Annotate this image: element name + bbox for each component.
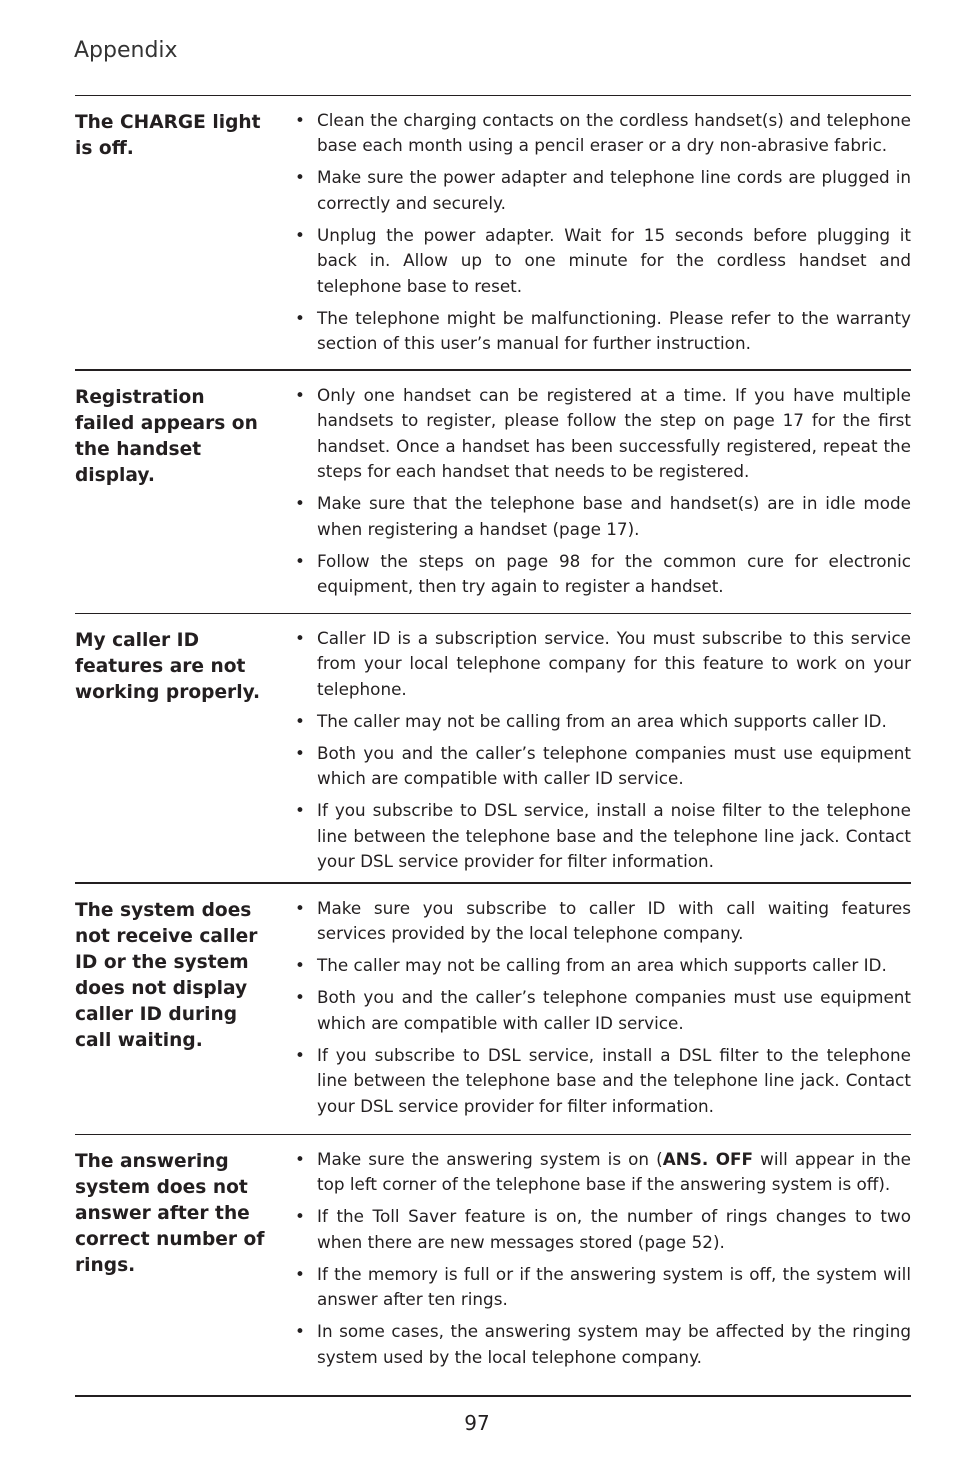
solutions-cell bbox=[269, 371, 911, 613]
solution-list bbox=[293, 96, 911, 356]
solution-item: • Make sure you subscribe to caller ID with call waiting features services provided by the local telephone company. bbox=[293, 896, 911, 947]
solution-item: • If the memory is full or if the answering system is off, the system will answer after ten rings. bbox=[293, 1262, 911, 1313]
solution-item: • Follow the steps on page 98 for the common cure for electronic equipment, then try again to register a handset. bbox=[293, 549, 911, 600]
solution-item: • Make sure that the telephone base and handset(s) are in idle mode when registering a handset (page 17). bbox=[293, 491, 911, 542]
table-row bbox=[75, 613, 911, 882]
solution-item: • Make sure the power adapter and telephone line cords are plugged in correctly and securely. bbox=[293, 165, 911, 216]
table-row bbox=[75, 882, 911, 1134]
solutions-cell bbox=[269, 884, 911, 1134]
solutions-cell bbox=[269, 96, 911, 369]
table-row bbox=[75, 369, 911, 613]
table-row bbox=[75, 1134, 911, 1397]
problem-text: The answering system does not answer after the correct number of rings. bbox=[75, 1151, 265, 1276]
solution-item: • If you subscribe to DSL service, install a DSL filter to the telephone line between the telephone base and the telephone line jack. Contact your DSL service provider for filter information. bbox=[293, 1043, 911, 1119]
solution-item: • The caller may not be calling from an area which supports caller ID. bbox=[293, 953, 911, 978]
solutions-cell bbox=[269, 614, 911, 882]
problem-text: The system does not receive caller ID or the system does not display caller ID during call waiting. bbox=[75, 900, 258, 1051]
table-row bbox=[75, 95, 911, 369]
solution-list bbox=[293, 884, 911, 1119]
solution-list bbox=[293, 1135, 911, 1370]
solution-text: Make sure the answering system is on ( bbox=[317, 1149, 663, 1169]
solution-item bbox=[293, 1147, 911, 1198]
solution-item: • In some cases, the answering system may be affected by the ringing system used by the local telephone company. bbox=[293, 1319, 911, 1370]
solution-item: • The caller may not be calling from an area which supports caller ID. bbox=[293, 709, 911, 734]
troubleshooting-table bbox=[75, 95, 911, 1397]
solution-item: • Caller ID is a subscription service. You must subscribe to this service from your local telephone company for this feature to work on your telephone. bbox=[293, 626, 911, 702]
solution-item: • Both you and the caller’s telephone companies must use equipment which are compatible with caller ID service. bbox=[293, 985, 911, 1036]
solution-list bbox=[293, 371, 911, 599]
page-number: 97 bbox=[464, 1411, 490, 1435]
solution-item: • If the Toll Saver feature is on, the number of rings changes to two when there are new messages stored (page 52). bbox=[293, 1204, 911, 1255]
solutions-cell bbox=[269, 1135, 911, 1395]
ans-off-label: ANS. OFF bbox=[662, 1149, 753, 1169]
solution-item: • If you subscribe to DSL service, install a noise filter to the telephone line between the telephone base and the telephone line jack. Contact your DSL service provider for filter information. bbox=[293, 798, 911, 874]
solution-list bbox=[293, 614, 911, 874]
problem-text: Registration failed appears on the handset display. bbox=[75, 387, 258, 486]
solution-item: • Clean the charging contacts on the cordless handset(s) and telephone base each month using a pencil eraser or a dry non-abrasive fabric. bbox=[293, 108, 911, 159]
solution-item: • Only one handset can be registered at a time. If you have multiple handsets to register, please follow the step on page 17 for the first handset. Once a handset has been successfully registered, repeat the steps for each handset that needs to be registered. bbox=[293, 383, 911, 485]
solution-item: • Unplug the power adapter. Wait for 15 seconds before plugging it back in. Allow up to one minute for the cordless handset and telephone base to reset. bbox=[293, 223, 911, 299]
solution-text: will appear in the top left corner of the telephone base if the answering system is off). bbox=[317, 1149, 912, 1195]
solution-item: • The telephone might be malfunctioning. Please refer to the warranty section of this user’s manual for further instruction. bbox=[293, 306, 911, 357]
problem-text: The CHARGE light is off. bbox=[75, 112, 261, 159]
section-title: Appendix bbox=[74, 38, 178, 63]
problem-text: My caller ID features are not working properly. bbox=[75, 630, 261, 703]
solution-item: • Both you and the caller’s telephone companies must use equipment which are compatible with caller ID service. bbox=[293, 741, 911, 792]
